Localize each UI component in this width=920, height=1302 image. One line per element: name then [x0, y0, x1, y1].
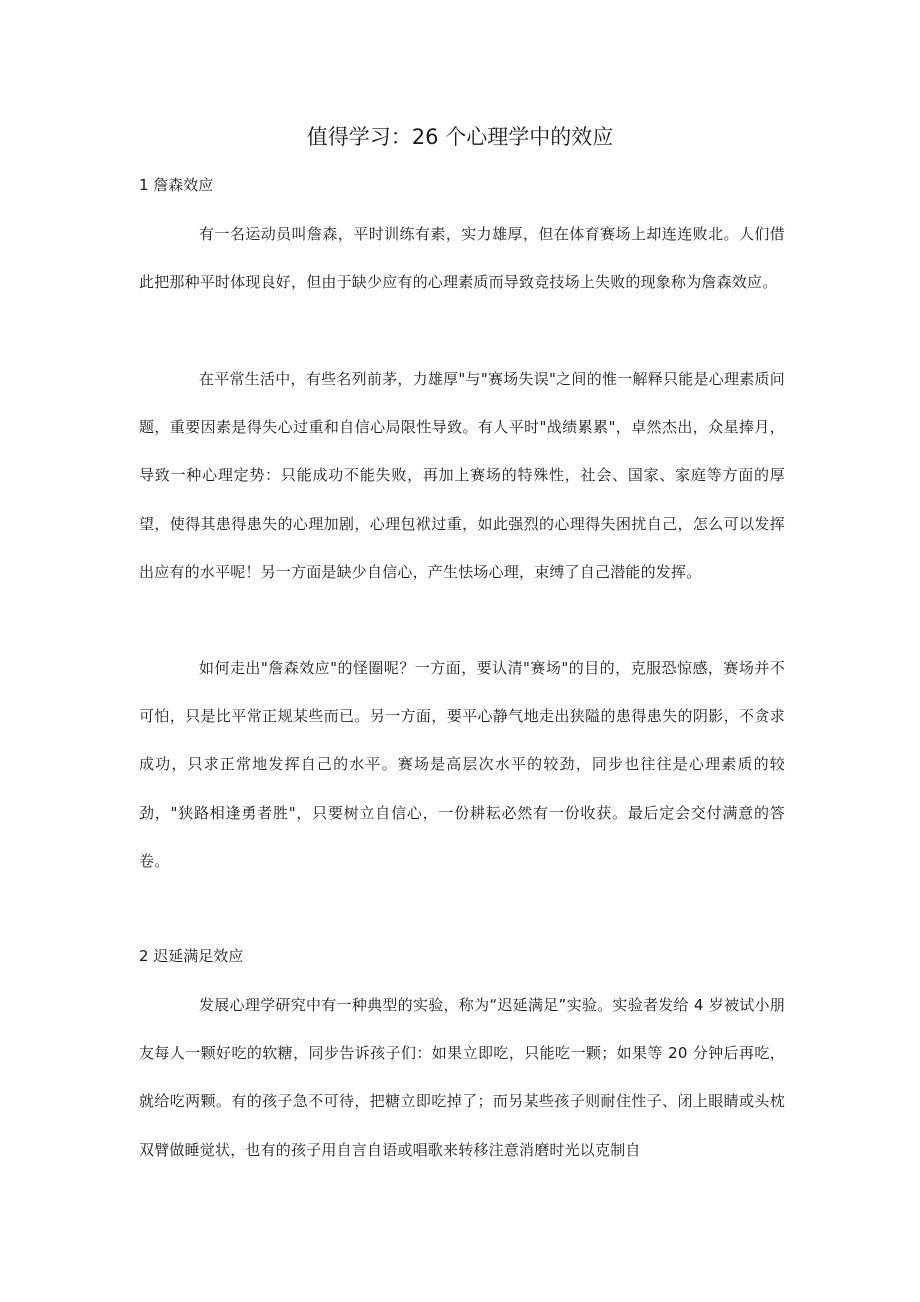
- document-title: 值得学习：26 个心理学中的效应: [306, 125, 614, 149]
- section-heading: 2 迟延满足效应: [139, 947, 244, 965]
- paragraph: 发展心理学研究中有一种典型的实验，称为“迟延满足”实验。实验者发给 4 岁被试小朋友每人一颗好吃的软糖，同步告诉孩子们：如果立即吃，只能吃一颗；如果等 20 分钟后再吃，就给吃两颗。有的孩子急不可待，把糖立即吃掉了；而另某些孩子则耐住性子、闭上眼睛或头枕双臂做睡觉状，也有的孩子用自言自语或唱歌来转移注意消磨时光以克制自: [139, 996, 785, 1159]
- paragraph: 如何走出"詹森效应"的怪圈呢？一方面，要认清"赛场"的目的，克服恐惊感，赛场并不可怕，只是比平常正规某些而已。另一方面，要平心静气地走出狭隘的患得患失的阴影，不贪求成功，只求正常地发挥自己的水平。赛场是高层次水平的较劲，同步也往往是心理素质的较劲，"狭路相逢勇者胜"，只要树立自信心，一份耕耘必然有一份收获。最后定会交付满意的答卷。: [139, 659, 785, 870]
- section-heading: 1 詹森效应: [139, 176, 214, 194]
- paragraph: 有一名运动员叫詹森，平时训练有素，实力雄厚，但在体育赛场上却连连败北。人们借此把那种平时体现良好，但由于缺少应有的心理素质而导致竞技场上失败的现象称为詹森效应。: [139, 225, 785, 292]
- paragraph: 在平常生活中，有些名列前茅，力雄厚"与"赛场失误"之间的惟一解释只能是心理素质问题，重要因素是得失心过重和自信心局限性导致。有人平时"战绩累累"，卓然杰出，众星捧月，导致一种心理定势：只能成功不能失败，再加上赛场的特殊性，社会、国家、家庭等方面的厚望，使得其患得患失的心理加剧，心理包袱过重，如此强烈的心理得失困扰自己，怎么可以发挥出应有的水平呢！另一方面是缺少自信心，产生怯场心理，束缚了自己潜能的发挥。: [139, 370, 785, 581]
